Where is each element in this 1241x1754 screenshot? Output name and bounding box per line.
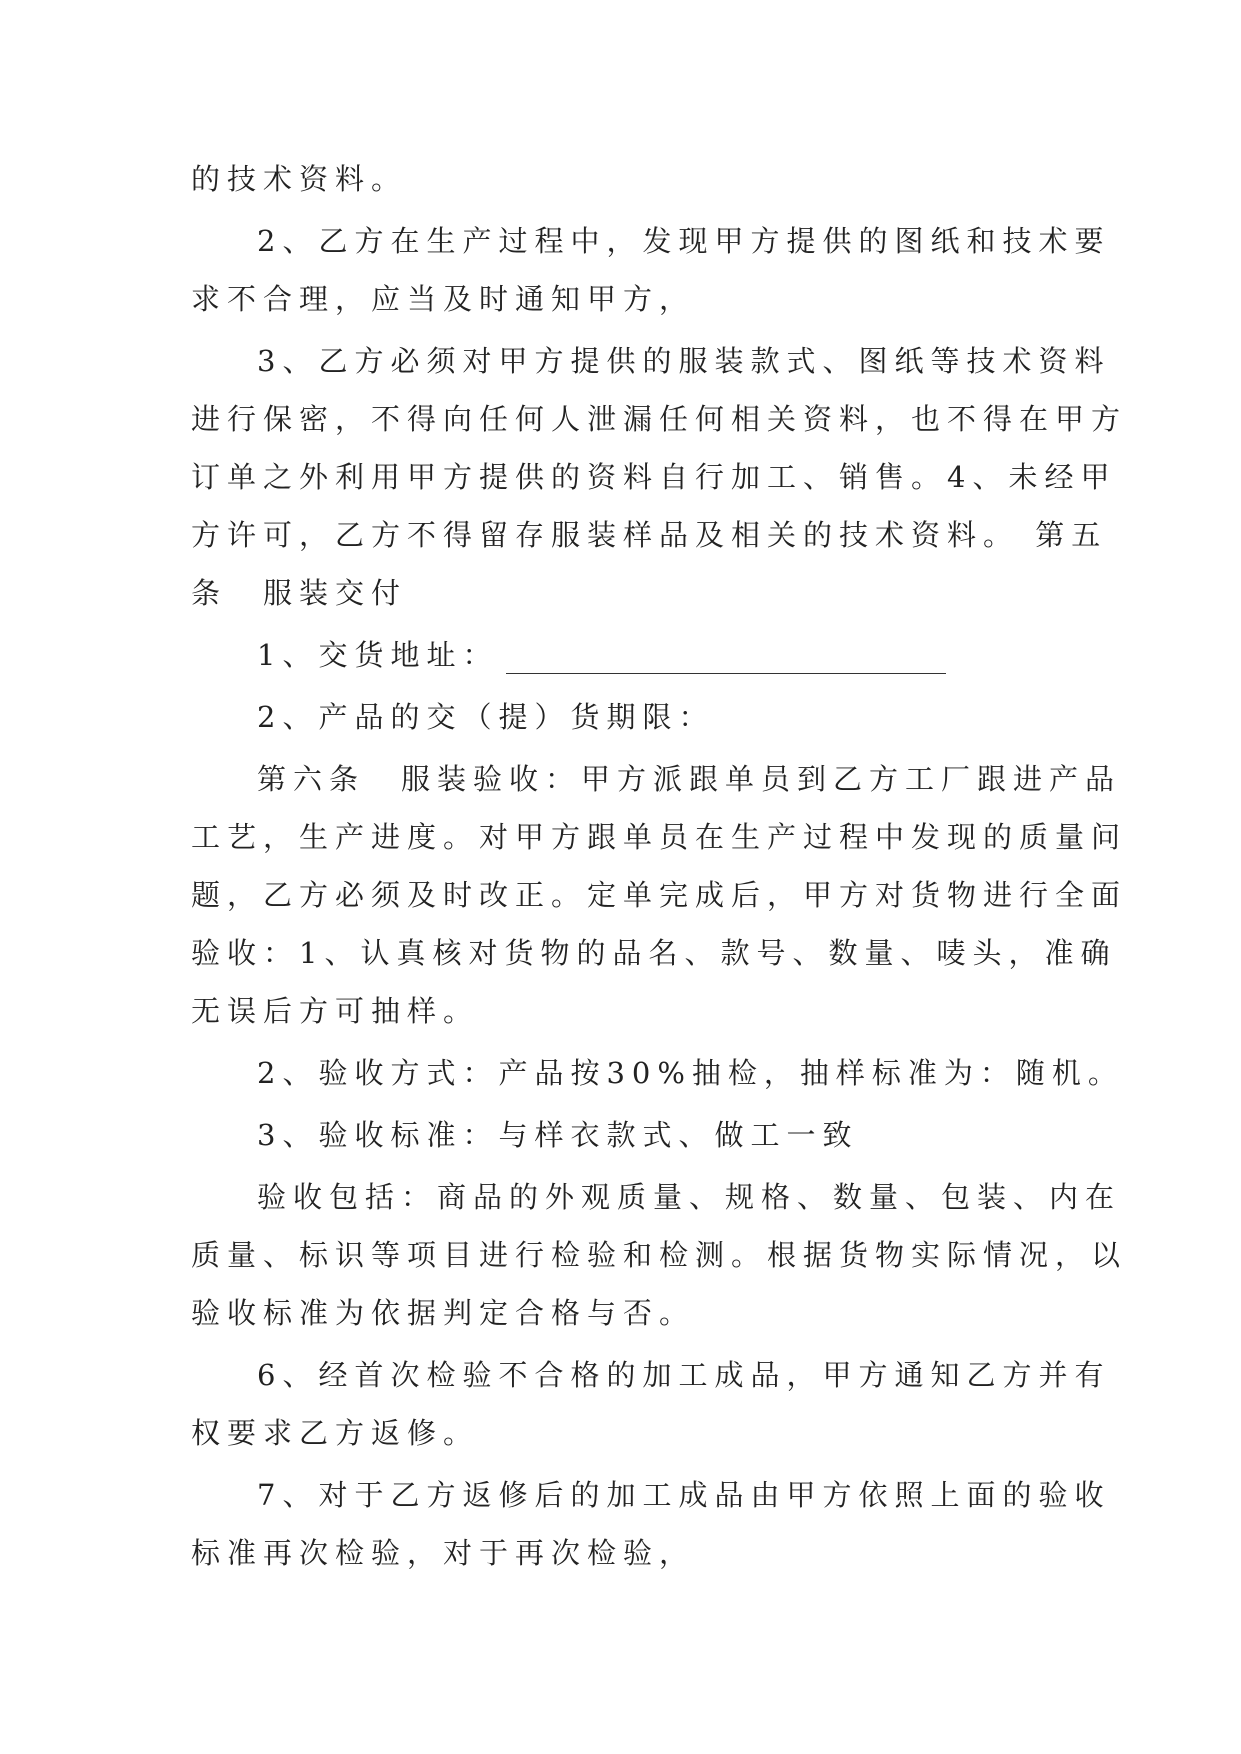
text-line: 进行保密，不得向任何人泄漏任何相关资料，也不得在甲方 [191,402,1128,436]
delivery-address-label: 1、交货地址： [257,638,499,672]
delivery-address-blank[interactable] [506,641,946,674]
text-line: 3、验收标准：与样衣款式、做工一致 [257,1118,859,1152]
text-line: 7、对于乙方返修后的加工成品由甲方依照上面的验收 [257,1478,1111,1512]
text-line: 工艺，生产进度。对甲方跟单员在生产过程中发现的质量问 [191,820,1128,854]
text-line: 求不合理，应当及时通知甲方， [191,282,696,316]
document-body [191,150,1128,1582]
text-line: 2、验收方式：产品按30%抽检，抽样标准为：随机。 [257,1056,1124,1090]
text-line: 无误后方可抽样。 [191,994,480,1028]
text-line: 方许可，乙方不得留存服装样品及相关的技术资料。 第五 [191,518,1108,552]
text-line: 2、乙方在生产过程中，发现甲方提供的图纸和技术要 [257,224,1111,258]
text-line: 验收包括：商品的外观质量、规格、数量、包装、内在 [257,1180,1122,1214]
text-line: 的技术资料。 [191,162,408,196]
text-line: 质量、标识等项目进行检验和检测。根据货物实际情况，以 [191,1238,1128,1272]
text-line: 第六条 服装验收：甲方派跟单员到乙方工厂跟进产品 [257,762,1122,796]
delivery-address-line [191,626,1051,684]
text-line: 条 服装交付 [191,576,408,610]
text-line: 验收标准为依据判定合格与否。 [191,1296,696,1330]
text-line: 验收：1、认真核对货物的品名、款号、数量、唛头，准确 [191,936,1117,970]
text-line: 订单之外利用甲方提供的资料自行加工、销售。4、未经甲 [191,460,1117,494]
text-line: 标准再次检验，对于再次检验， [191,1536,696,1570]
text-line: 权要求乙方返修。 [191,1416,480,1450]
text-line: 6、经首次检验不合格的加工成品，甲方通知乙方并有 [257,1358,1111,1392]
text-line: 题，乙方必须及时改正。定单完成后，甲方对货物进行全面 [191,878,1128,912]
text-line: 2、产品的交（提）货期限： [257,700,715,734]
text-line: 3、乙方必须对甲方提供的服装款式、图纸等技术资料 [257,344,1111,378]
